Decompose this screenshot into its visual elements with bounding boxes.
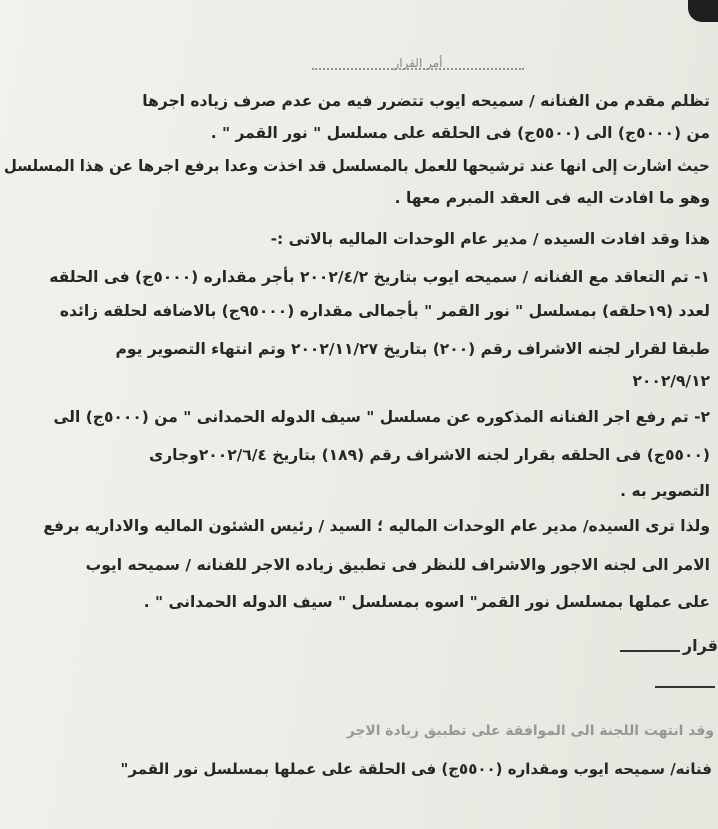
doc-line-5: هذا وقد افادت السيده / مدير عام الوحدات الماليه بالاتى :-: [270, 230, 710, 248]
doc-line-2: من (٥٠٠٠ج) الى (٥٥٠٠ج) فى الحلقه على مسلسل " نور القمر " .: [210, 124, 710, 142]
doc-line-11: (٥٥٠٠ج) فى الحلقه بقرار لجنه الاشراف رقم (١٨٩) بتاريخ ٢٠٠٢/٦/٤وجارى: [149, 446, 710, 464]
doc-line-1: تظلم مقدم من الفنانه / سميحه ايوب تتضرر فيه من عدم صرف زياده اجرها: [142, 92, 710, 110]
doc-line-15: على عملها بمسلسل نور القمر" اسوه بمسلسل " سيف الدوله الحمدانى " .: [143, 593, 710, 611]
bottom-last-line: فنانه/ سميحه ايوب ومقداره (٥٥٠٠ج) فى الحلقة على عملها بمسلسل نور القمر": [120, 760, 712, 778]
doc-line-13: ولذا ترى السيده/ مدير عام الوحدات الماليه ؛ السيد / رئيس الشئون الماليه والاداريه برفع: [43, 517, 710, 535]
header-scribble: [312, 56, 524, 78]
scan-corner-mark: [688, 0, 718, 22]
decision-heading-underline: [620, 650, 680, 652]
separator-dash: [655, 686, 715, 688]
decision-heading: قرار: [682, 636, 718, 655]
bottom-faded-line: وقد انتهت اللجنة الى الموافقة على تطبيق زيادة الاجر: [346, 723, 714, 739]
header-scribble-text: أمر القرار: [393, 56, 443, 70]
doc-line-10: ٢- تم رفع اجر الفنانه المذكوره عن مسلسل " سيف الدوله الحمدانى " من (٥٠٠٠ج) الى: [53, 408, 710, 426]
doc-line-8: طبقا لقرار لجنه الاشراف رقم (٢٠٠) بتاريخ ٢٠٠٢/١١/٢٧ وتم انتهاء التصوير يوم: [115, 340, 710, 358]
doc-line-3: حيث اشارت إلى انها عند ترشيحها للعمل بالمسلسل قد اخذت وعدا برفع اجرها عن هذا المسلسل: [4, 157, 710, 175]
doc-line-12: التصوير به .: [620, 482, 710, 500]
doc-line-4: وهو ما افادت اليه فى العقد المبرم معها .: [394, 189, 710, 207]
doc-line-6: ١- تم التعاقد مع الفنانه / سميحه ايوب بتاريخ ٢٠٠٢/٤/٢ بأجر مقداره (٥٠٠٠ج) فى الحلقه: [49, 268, 710, 286]
doc-line-7: لعدد (١٩حلقه) بمسلسل " نور القمر " بأجمالى مقداره (٩٥٠٠٠ج) بالاضافه لحلقه زائده: [59, 302, 710, 320]
doc-line-14: الامر الى لجنه الاجور والاشراف للنظر فى تطبيق زياده الاجر للفنانه / سميحه ايوب: [85, 556, 710, 574]
doc-line-9: ٢٠٠٢/٩/١٢: [632, 372, 710, 390]
